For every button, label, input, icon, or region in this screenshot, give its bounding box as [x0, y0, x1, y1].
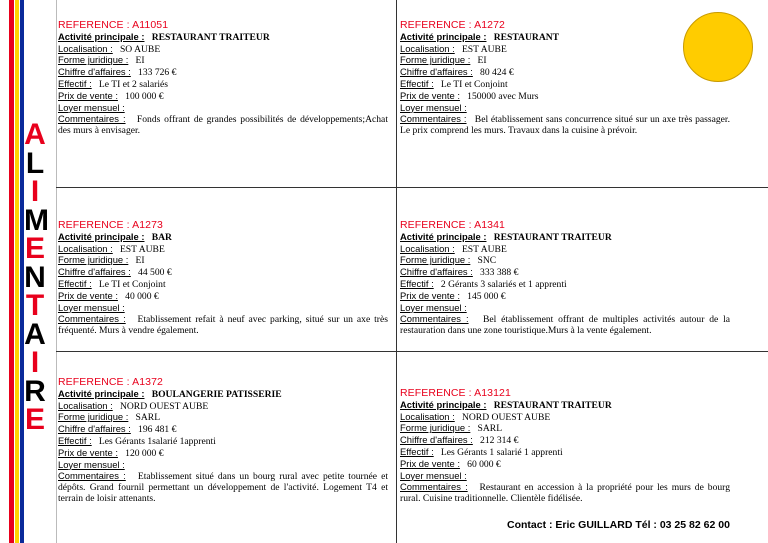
forme-value: SNC [477, 255, 497, 267]
prix-label: Prix de vente : [58, 289, 118, 301]
activity-label: Activité principale : [400, 30, 487, 42]
loyer-label: Loyer mensuel : [400, 101, 467, 113]
activity-label: Activité principale : [400, 398, 487, 410]
effectif-value: 2 Gérants 3 salariés et 1 apprenti [440, 278, 567, 290]
prix-value: 60 000 € [467, 458, 501, 470]
ca-row [58, 267, 388, 279]
comments-value: Etablissement situé dans un bourg rural avec petite tournée et dépôts. Grand fournil permettant un développement de l'activité. Logement T4 et terrain de loisir attenants. [58, 471, 388, 504]
decorative-stripe-yellow [15, 0, 19, 543]
activity-value: RESTAURANT TRAITEUR [151, 31, 270, 43]
loyer-label: Loyer mensuel : [400, 301, 467, 313]
localisation-label: Localisation : [58, 42, 113, 54]
effectif-label: Effectif : [400, 445, 434, 457]
prix-label: Prix de vente : [58, 89, 118, 101]
comments-value: Restaurant en accession à la propriété pour les murs de bourg rural. Cuisine traditionnelle. Clientèle fidélisée. [400, 482, 730, 505]
localisation-label: Localisation : [58, 399, 113, 411]
ca-row [58, 67, 388, 79]
side-title-letter: A [24, 317, 46, 351]
side-title-letter: L [25, 146, 45, 180]
localisation-value: NORD OUEST AUBE [461, 411, 551, 423]
ca-label: Chiffre d'affaires : [58, 266, 131, 278]
loyer-label: Loyer mensuel : [58, 101, 125, 113]
comments-label: Commentaires : [400, 481, 468, 493]
loyer-label: Loyer mensuel : [58, 458, 125, 470]
localisation-value: EST AUBE [461, 43, 507, 55]
forme-label: Forme juridique : [58, 54, 129, 66]
activity-label: Activité principale : [58, 387, 145, 399]
listing-block [400, 388, 730, 505]
effectif-label: Effectif : [400, 77, 434, 89]
listing-reference: REFERENCE : A1272 [400, 19, 505, 31]
activity-label: Activité principale : [400, 230, 487, 242]
effectif-label: Effectif : [58, 77, 92, 89]
ca-label: Chiffre d'affaires : [400, 266, 473, 278]
side-title-letter: M [24, 203, 49, 237]
loyer-label: Loyer mensuel : [400, 469, 467, 481]
ca-label: Chiffre d'affaires : [400, 434, 473, 446]
loyer-label: Loyer mensuel : [58, 301, 125, 313]
ca-label: Chiffre d'affaires : [58, 423, 131, 435]
localisation-label: Localisation : [400, 42, 455, 54]
side-title-letter: I [30, 346, 40, 379]
activity-label: Activité principale : [58, 30, 145, 42]
side-title-letter: E [24, 232, 45, 265]
comments-row [58, 314, 388, 337]
comments-row [400, 314, 730, 337]
row-divider-2 [56, 351, 768, 352]
ca-label: Chiffre d'affaires : [400, 66, 473, 78]
ca-row [400, 67, 730, 79]
comments-label: Commentaires : [58, 313, 126, 325]
effectif-value: Le TI et Conjoint [98, 278, 166, 290]
prix-value: 150000 avec Murs [467, 90, 539, 102]
localisation-label: Localisation : [58, 242, 113, 254]
side-title-letter: I [30, 175, 40, 208]
comments-row [58, 471, 388, 504]
ca-label: Chiffre d'affaires : [58, 66, 131, 78]
localisation-label: Localisation : [400, 242, 455, 254]
forme-value: EI [135, 255, 145, 267]
forme-label: Forme juridique : [400, 422, 471, 434]
effectif-value: Le TI et Conjoint [440, 78, 508, 90]
forme-label: Forme juridique : [400, 54, 471, 66]
activity-value: BOULANGERIE PATISSERIE [151, 388, 282, 400]
comments-label: Commentaires : [58, 470, 126, 482]
activity-label: Activité principale : [58, 230, 145, 242]
activity-value: BAR [151, 231, 172, 243]
listing-block [400, 220, 730, 337]
effectif-value: Les Gérants 1salarié 1apprenti [98, 435, 216, 447]
comments-row [58, 114, 388, 137]
effectif-label: Effectif : [58, 434, 92, 446]
forme-label: Forme juridique : [400, 254, 471, 266]
listing-reference: REFERENCE : A1341 [400, 219, 505, 231]
listing-block [400, 20, 730, 137]
ca-value: 80 424 € [480, 67, 514, 79]
listing-reference: REFERENCE : A1372 [58, 376, 163, 388]
prix-label: Prix de vente : [400, 89, 460, 101]
localisation-label: Localisation : [400, 410, 455, 422]
contact-line: Contact : Eric GUILLARD Tél : 03 25 82 62 00 [507, 519, 730, 531]
comments-row [400, 114, 730, 137]
row-divider-1 [56, 187, 768, 188]
localisation-value: EST AUBE [119, 243, 165, 255]
ca-value: 44 500 € [138, 267, 172, 279]
side-title-letter: E [24, 403, 45, 436]
comments-label: Commentaires : [58, 113, 126, 125]
side-title-letter: T [25, 289, 45, 322]
effectif-label: Effectif : [400, 277, 434, 289]
forme-label: Forme juridique : [58, 411, 129, 423]
decorative-stripe-red [9, 0, 14, 543]
side-title-letter: R [24, 374, 46, 408]
column-divider [396, 0, 397, 543]
left-divider [56, 0, 57, 543]
comments-value: Bel établissement sans concurrence situé sur un axe très passager. Le prix comprend les murs. Travaux dans la cuisine à prévoir. [400, 114, 730, 137]
prix-value: 120 000 € [125, 447, 164, 459]
prix-value: 40 000 € [125, 290, 159, 302]
effectif-label: Effectif : [58, 277, 92, 289]
comments-value: Etablissement refait à neuf avec parking, situé sur un axe très fréquenté. Murs à vendre également. [58, 314, 388, 337]
side-title-alimentaire [24, 118, 49, 436]
forme-value: SARL [477, 423, 503, 435]
forme-label: Forme juridique : [58, 254, 129, 266]
comments-label: Commentaires : [400, 113, 467, 125]
ca-row [400, 267, 730, 279]
prix-value: 100 000 € [125, 90, 164, 102]
listing-block [58, 377, 388, 505]
comments-label: Commentaires : [400, 313, 469, 325]
forme-value: EI [477, 55, 487, 67]
localisation-value: EST AUBE [461, 243, 507, 255]
listing-reference: REFERENCE : A1273 [58, 219, 163, 231]
ca-value: 133 726 € [138, 67, 177, 79]
ca-value: 333 388 € [480, 267, 519, 279]
effectif-value: Le TI et 2 salariés [98, 78, 168, 90]
prix-value: 145 000 € [467, 290, 506, 302]
activity-value: RESTAURANT TRAITEUR [493, 399, 612, 411]
ca-value: 212 314 € [480, 435, 519, 447]
effectif-value: Les Gérants 1 salarié 1 apprenti [440, 446, 563, 458]
comments-value: Fonds offrant de grandes possibilités de développements;Achat des murs à envisager. [58, 114, 388, 137]
listing-block [58, 220, 388, 337]
side-title-letter: A [24, 118, 46, 151]
forme-value: SARL [135, 412, 161, 424]
prix-label: Prix de vente : [58, 446, 118, 458]
activity-value: RESTAURANT [493, 31, 560, 43]
ca-row [58, 424, 388, 436]
prix-label: Prix de vente : [400, 457, 460, 469]
localisation-value: NORD OUEST AUBE [119, 400, 209, 412]
listing-reference: REFERENCE : A13121 [400, 387, 511, 399]
localisation-value: SO AUBE [119, 43, 161, 55]
comments-value: Bel établissement offrant de multiples activités autour de la restauration dans une zone touristique.Murs à la vente également. [400, 314, 730, 337]
forme-value: EI [135, 55, 145, 67]
prix-label: Prix de vente : [400, 289, 460, 301]
ca-row [400, 435, 730, 447]
activity-value: RESTAURANT TRAITEUR [493, 231, 612, 243]
ca-value: 196 481 € [138, 424, 177, 436]
side-title-letter: N [24, 260, 46, 294]
comments-row [400, 482, 730, 505]
listing-block [58, 20, 388, 137]
listing-reference: REFERENCE : A11051 [58, 19, 169, 31]
